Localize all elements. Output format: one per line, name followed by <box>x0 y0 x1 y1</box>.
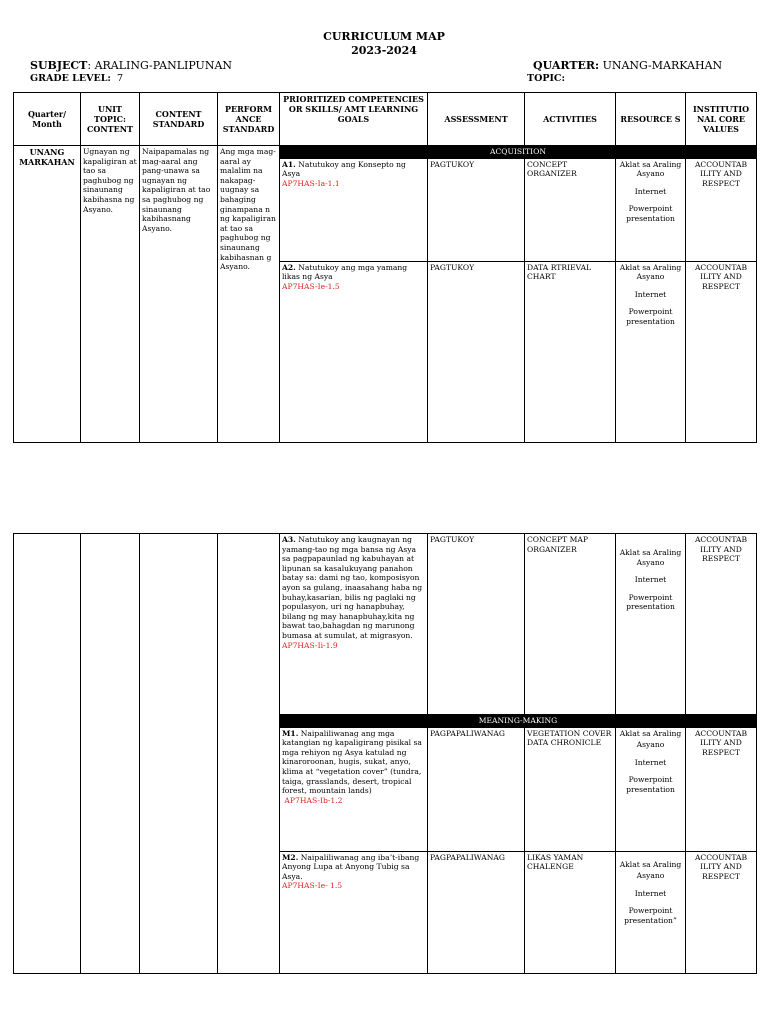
quarter-value: UNANG-MARKAHAN <box>602 59 723 72</box>
col-activities-header: ACTIVITIES <box>525 93 616 146</box>
assessment-cell: PAGPAPALIWANAG <box>428 727 525 851</box>
activity-cell: CONCEPT MAP ORGANIZER <box>525 534 616 715</box>
col-quarter-header: Quarter/ Month <box>14 93 81 146</box>
resources-cell: Aklat sa Araling Asyano Internet Powerpoint presentation <box>616 727 686 851</box>
topic-label: TOPIC: <box>527 73 565 84</box>
core-values-cell: ACCOUNTAB ILITY AND RESPECT <box>686 851 757 973</box>
resources-cell: Aklat sa Araling Asyano Internet Powerpoint presentation <box>616 534 686 715</box>
unit-topic-cell: Ugnayan ng kapaligiran at tao sa paghubog ng sinaunang kabihasna ng Asyano. <box>81 146 140 443</box>
competency-cell: A1. Natutukoy ang Konsepto ng Asya AP7HAS-Ia-1.1 <box>280 158 428 261</box>
core-values-cell: ACCOUNTAB ILITY AND RESPECT <box>686 261 757 442</box>
grade-label: GRADE LEVEL: <box>30 73 111 84</box>
curriculum-table-page-1 <box>13 92 757 443</box>
competency-cell: A3. Natutukoy ang kaugnayan ng yamang-tao ng mga bansa ng Asya sa pagpapaunlad ng kabuhayan at lipunan sa kasalukuyang panahon batay sa: dami ng tao, komposisyon ayon sa gulang, inaasahang haba ng buhay,kasarian, bilis ng paglaki ng populasyon, uri ng hanapbuhay, bilang ng may hanapbuhay,kita ng bawat tao,bahagdan ng marunong bumasa at sumulat, at migrasyon. AP7HAS-Ii-1.9 <box>280 534 428 715</box>
grade-line <box>30 73 123 84</box>
core-values-cell: ACCOUNTAB ILITY AND RESPECT <box>686 534 757 715</box>
performance-standard-cell: Ang mga mag-aaral ay malalim na nakapag-uugnay sa bahaging ginampana n ng kapaligiran at tao sa paghubog ng sinaunang kabihasnan g Asyano. <box>218 146 280 443</box>
document-title: CURRICULUM MAP <box>323 30 445 43</box>
col-unit-header: UNIT TOPIC: CONTENT <box>81 93 140 146</box>
curriculum-table-page-2 <box>13 533 757 974</box>
col-values-header: INSTITUTIO NAL CORE VALUES <box>686 93 757 146</box>
assessment-cell: PAGTUKOY <box>428 534 525 715</box>
col-competencies-header: PRIORITIZED COMPETENCIES OR SKILLS/ AMT LEARNING GOALS <box>280 93 428 146</box>
content-standard-cell-empty <box>140 534 218 974</box>
assessment-cell: PAGPAPALIWANAG <box>428 851 525 973</box>
assessment-cell: PAGTUKOY <box>428 261 525 442</box>
quarter-cell-empty <box>14 534 81 974</box>
resources-cell: Aklat sa Araling Asyano Internet Powerpoint presentation <box>616 261 686 442</box>
competency-code: AP7HAS-Ia-1.1 <box>282 178 340 188</box>
column-header-row <box>14 93 757 146</box>
assessment-cell: PAGTUKOY <box>428 158 525 261</box>
acquisition-band: ACQUISITION <box>280 146 757 159</box>
school-year: 2023-2024 <box>351 44 417 57</box>
col-assessment-header: ASSESSMENT <box>428 93 525 146</box>
activity-cell: DATA RTRIEVAL CHART <box>525 261 616 442</box>
grade-value: 7 <box>116 73 123 84</box>
table-row <box>14 534 757 715</box>
subject-value: : ARALING-PANLIPUNAN <box>87 59 233 72</box>
activity-cell: VEGETATION COVER DATA CHRONICLE <box>525 727 616 851</box>
col-performance-header: PERFORM ANCE STANDARD <box>218 93 280 146</box>
resources-cell: Aklat sa Araling Asyano Internet Powerpoint presentation” <box>616 851 686 973</box>
core-values-cell: ACCOUNTAB ILITY AND RESPECT <box>686 158 757 261</box>
resources-cell: Aklat sa Araling Asyano Internet Powerpoint presentation <box>616 158 686 261</box>
activity-cell: LIKAS YAMAN CHALENGE <box>525 851 616 973</box>
quarter-cell: UNANG MARKAHAN <box>14 146 81 443</box>
competency-code: AP7HAS-Ie- 1.5 <box>282 881 343 891</box>
competency-cell: M2. Naipaliliwanag ang iba’t-ibang Anyong Lupa at Anyong Tubig sa Asya. AP7HAS-Ie- 1.5 <box>280 851 428 973</box>
competency-cell: A2. Natutukoy ang mga yamang likas ng Asya AP7HAS-Ie-1.5 <box>280 261 428 442</box>
col-resources-header: RESOURCE S <box>616 93 686 146</box>
activity-cell: CONCEPT ORGANIZER <box>525 158 616 261</box>
col-content-header: CONTENT STANDARD <box>140 93 218 146</box>
acquisition-band-row <box>14 146 757 159</box>
subject-line <box>30 59 232 72</box>
competency-code: AP7HAS-Ie-1.5 <box>282 281 340 291</box>
content-standard-cell: Naipapamalas ng mag-aaral ang pang-unawa sa ugnayan ng kapaligiran at tao sa paghubog ng sinaunang kabihasnang Asyano. <box>140 146 218 443</box>
quarter-line <box>533 59 722 72</box>
unit-topic-cell-empty <box>81 534 140 974</box>
core-values-cell: ACCOUNTAB ILITY AND RESPECT <box>686 727 757 851</box>
quarter-label: QUARTER: <box>533 59 600 72</box>
competency-cell: M1. Naipaliliwanag ang mga katangian ng kapaligirang pisikal sa mga rehiyon ng Asya katulad ng kinaroroonan, hugis, sukat, anyo, klima at “vegetation cover” (tundra, taiga, grasslands, desert, tropical forest, mountain lands) AP7HAS-Ib-1.2 <box>280 727 428 851</box>
performance-standard-cell-empty <box>218 534 280 974</box>
competency-code: AP7HAS-Ii-1.9 <box>282 640 338 650</box>
competency-code: AP7HAS-Ib-1.2 <box>284 795 343 805</box>
subject-label: SUBJECT <box>30 59 88 72</box>
meaning-making-band: MEANING-MAKING <box>280 715 757 728</box>
